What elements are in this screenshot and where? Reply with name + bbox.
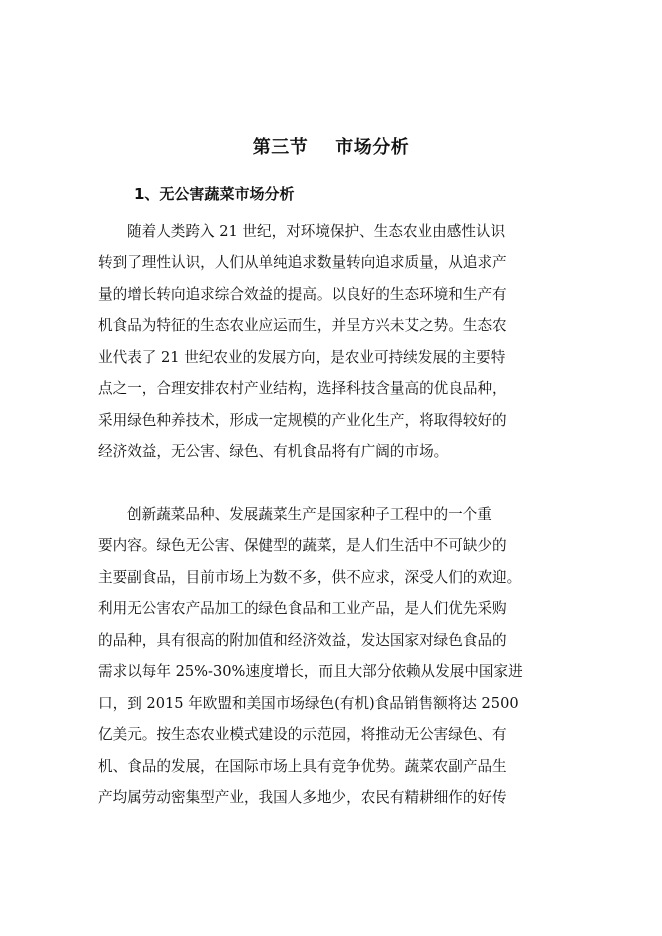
paragraph-2-line-9: 机、食品的发展，在国际市场上具有竞争优势。蔬菜农副产品生 bbox=[98, 758, 507, 775]
paragraph-2-line-8: 亿美元。按生态农业模式建设的示范园，将推动无公害绿色、有 bbox=[98, 726, 507, 743]
section-title: 第三节 市场分析 bbox=[252, 137, 410, 158]
paragraph-2-line-3: 主要副食品，目前市场上为数不多，供不应求，深受人们的欢迎。 bbox=[98, 569, 522, 586]
paragraph-2-line-10: 产均属劳动密集型产业，我国人多地少，农民有精耕细作的好传 bbox=[98, 789, 507, 806]
paragraph-2-line-4: 利用无公害农产品加工的绿色食品和工业产品，是人们优先采购 bbox=[98, 600, 507, 617]
paragraph-1-line-8: 经济效益，无公害、绿色、有机食品将有广阔的市场。 bbox=[98, 443, 449, 460]
paragraph-1-line-3: 量的增长转向追求综合效益的提高。以良好的生态环境和生产有 bbox=[98, 286, 507, 303]
subheading-vegetable-market-analysis: 1、无公害蔬菜市场分析 bbox=[134, 185, 295, 203]
paragraph-2-line-1: 创新蔬菜品种、发展蔬菜生产是国家种子工程中的一个重 bbox=[127, 506, 492, 523]
paragraph-1-line-4: 机食品为特征的生态农业应运而生，并呈方兴未艾之势。生态农 bbox=[98, 317, 507, 334]
paragraph-1-line-6: 点之一，合理安排农村产业结构，选择科技含量高的优良品种， bbox=[98, 380, 507, 397]
paragraph-1-line-2: 转到了理性认识，人们从单纯追求数量转向追求质量，从追求产 bbox=[98, 254, 507, 271]
paragraph-2-line-7: 口，到 2015 年欧盟和美国市场绿色(有机)食品销售额将达 2500 bbox=[98, 695, 519, 712]
paragraph-2-line-2: 要内容。绿色无公害、保健型的蔬菜，是人们生活中不可缺少的 bbox=[98, 537, 507, 554]
paragraph-2-line-5: 的品种，具有很高的附加值和经济效益，发达国家对绿色食品的 bbox=[98, 632, 507, 649]
paragraph-1-line-5: 业代表了 21 世纪农业的发展方向，是农业可持续发展的主要特 bbox=[98, 349, 506, 366]
paragraph-1-line-1: 随着人类跨入 21 世纪，对环境保护、生态农业由感性认识 bbox=[127, 223, 506, 240]
paragraph-2-line-6: 需求以每年 25%-30%速度增长，而且大部分依赖从发展中国家进 bbox=[98, 663, 523, 680]
paragraph-1-line-7: 采用绿色种养技术，形成一定规模的产业化生产，将取得较好的 bbox=[98, 412, 507, 429]
